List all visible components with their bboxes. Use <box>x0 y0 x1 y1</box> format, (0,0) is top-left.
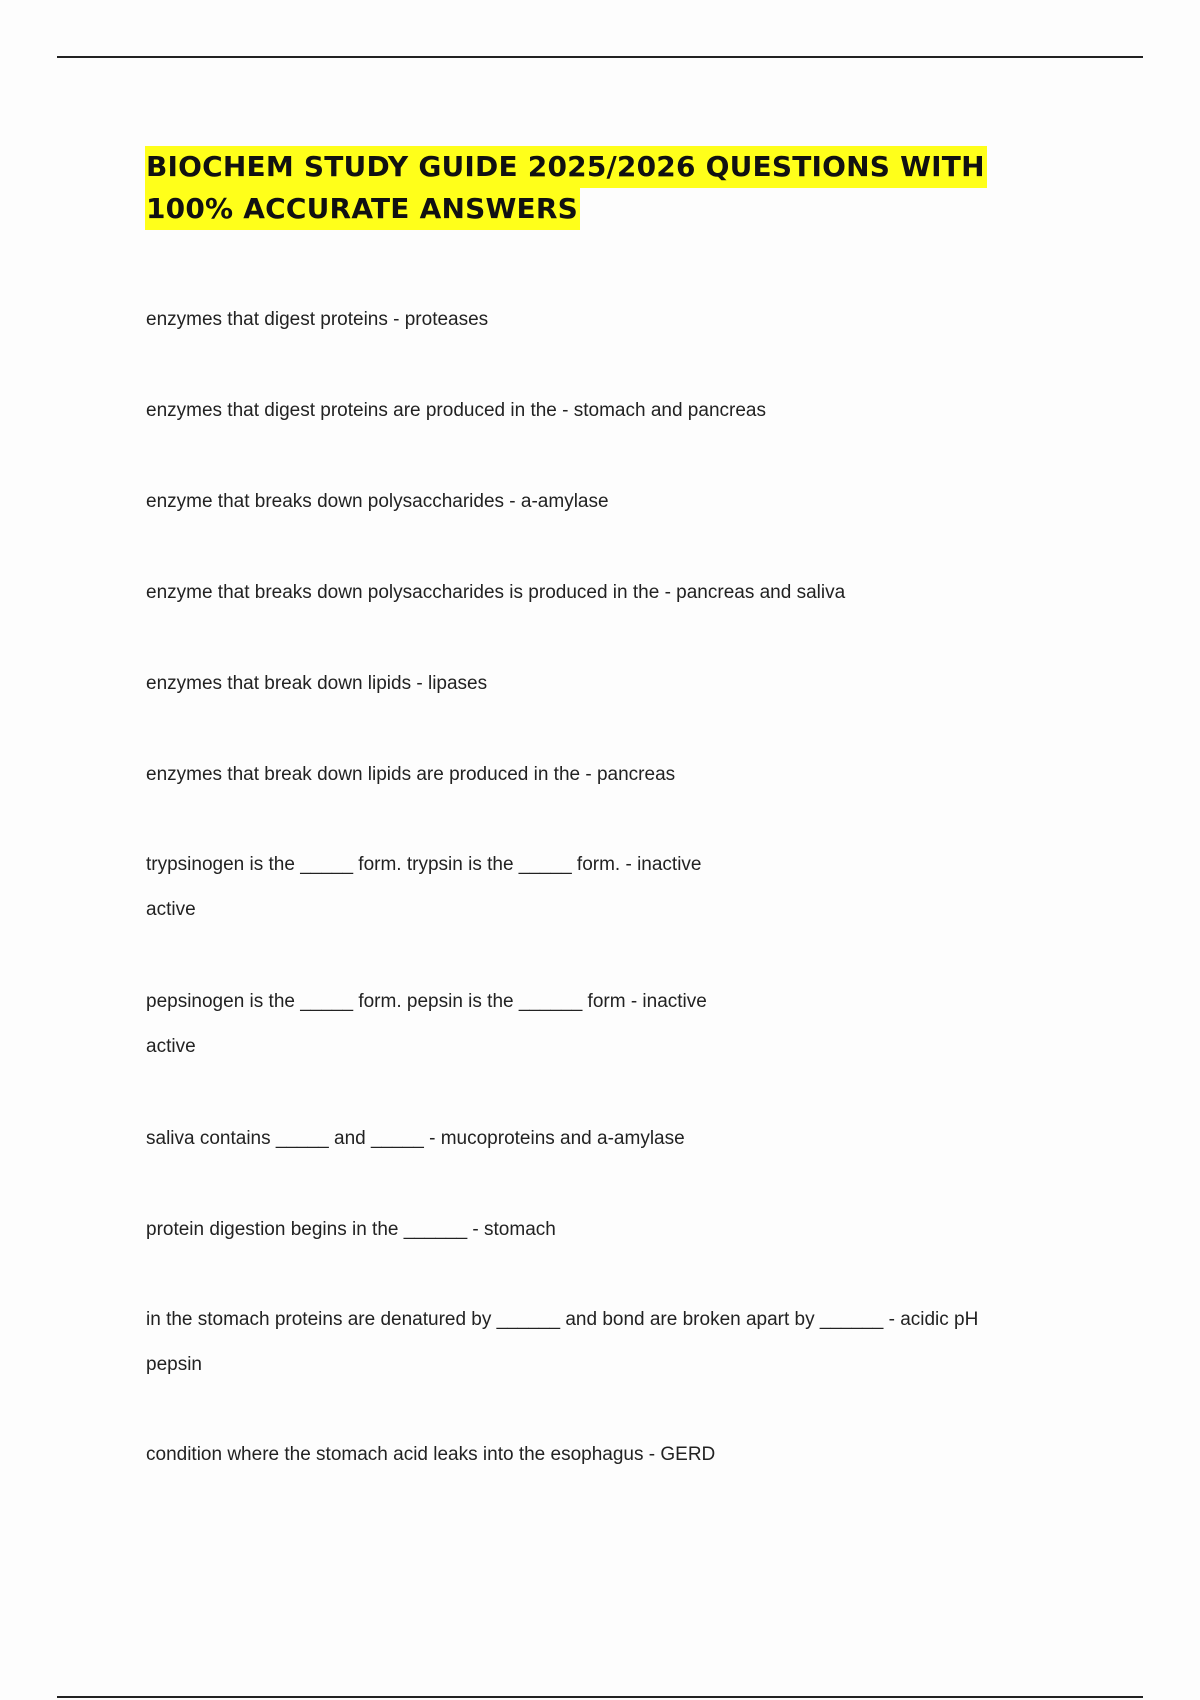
qa-item <box>146 761 675 789</box>
qa-item <box>146 1441 715 1469</box>
qa-text: enzyme that breaks down polysaccharides - a-amylase <box>146 491 609 512</box>
qa-item <box>146 306 488 334</box>
qa-text: saliva contains _____ and _____ - mucoproteins and a-amylase <box>146 1128 685 1149</box>
qa-item <box>146 1306 978 1379</box>
bottom-rule <box>57 1696 1143 1698</box>
qa-text: enzyme that breaks down polysaccharides is produced in the - pancreas and saliva <box>146 582 846 603</box>
qa-text-continued: active <box>146 1036 196 1057</box>
qa-text: condition where the stomach acid leaks into the esophagus - GERD <box>146 1444 716 1465</box>
qa-item <box>146 851 702 924</box>
qa-text-continued: active <box>146 899 196 920</box>
qa-item <box>146 1216 556 1244</box>
qa-text: enzymes that digest proteins - proteases <box>146 309 489 330</box>
qa-text: trypsinogen is the _____ form. trypsin is the _____ form. - inactive <box>146 854 702 875</box>
qa-text: in the stomach proteins are denatured by ______ and bond are broken apart by ______ - acidic pH <box>146 1309 979 1330</box>
qa-text: protein digestion begins in the ______ - stomach <box>146 1219 556 1240</box>
qa-text: enzymes that digest proteins are produced in the - stomach and pancreas <box>146 400 766 421</box>
title-line-2: 100% ACCURATE ANSWERS <box>145 188 580 230</box>
qa-item <box>146 488 609 516</box>
qa-text: enzymes that break down lipids are produced in the - pancreas <box>146 764 676 785</box>
qa-text: enzymes that break down lipids - lipases <box>146 673 488 694</box>
qa-text-continued: pepsin <box>146 1354 202 1375</box>
top-rule <box>57 56 1143 58</box>
document-title <box>145 146 1045 230</box>
qa-text: pepsinogen is the _____ form. pepsin is the ______ form - inactive <box>146 991 707 1012</box>
qa-item <box>146 579 845 607</box>
qa-item <box>146 397 766 425</box>
title-line-1: BIOCHEM STUDY GUIDE 2025/2026 QUESTIONS WITH <box>145 146 987 188</box>
qa-item <box>146 988 707 1061</box>
qa-item <box>146 670 487 698</box>
qa-item <box>146 1125 685 1153</box>
